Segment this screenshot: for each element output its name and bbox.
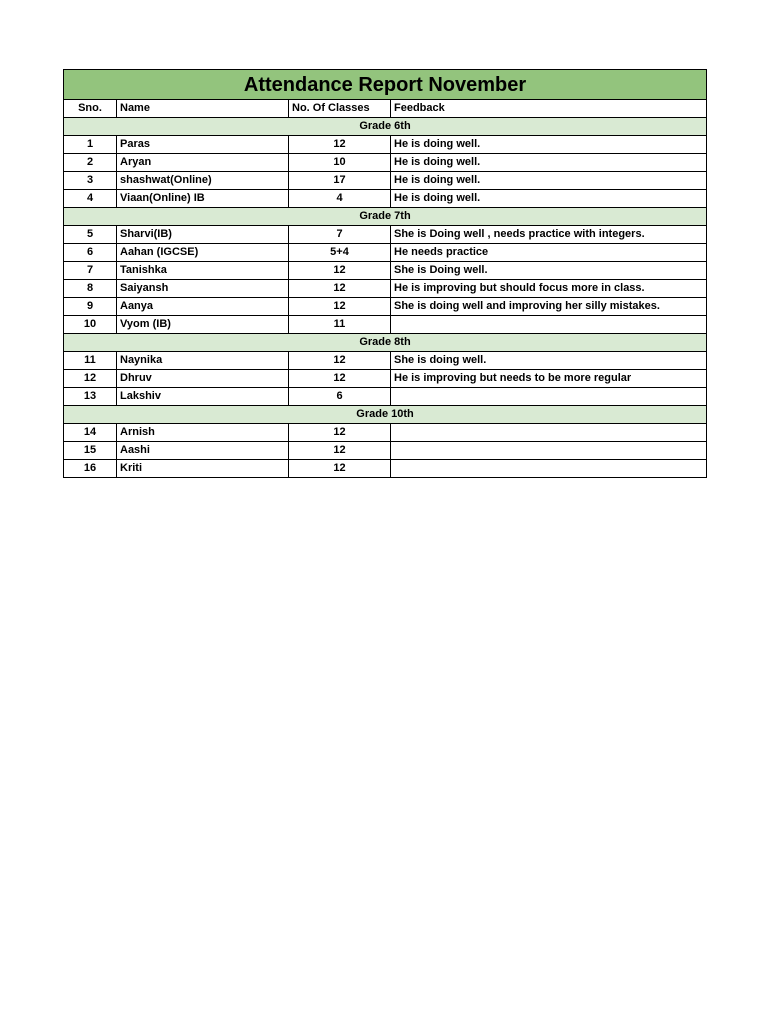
table-row [64, 424, 707, 442]
feedback-cell: He is doing well. [391, 136, 707, 154]
grade-heading: Grade 8th [64, 334, 707, 352]
table-row [64, 244, 707, 262]
classes-cell: 11 [289, 316, 391, 334]
table-row [64, 226, 707, 244]
name-cell: Aryan [117, 154, 289, 172]
name-cell: Tanishka [117, 262, 289, 280]
header-name: Name [117, 100, 289, 118]
name-cell: Kriti [117, 460, 289, 478]
sno-cell: 11 [64, 352, 117, 370]
name-cell: Viaan(Online) IB [117, 190, 289, 208]
table-row [64, 136, 707, 154]
header-row [64, 100, 707, 118]
classes-cell: 12 [289, 460, 391, 478]
name-cell: Aanya [117, 298, 289, 316]
grade-heading: Grade 10th [64, 406, 707, 424]
classes-cell: 7 [289, 226, 391, 244]
title-row [64, 70, 707, 100]
feedback-cell: She is Doing well , needs practice with integers. [391, 226, 707, 244]
table-row [64, 442, 707, 460]
classes-cell: 12 [289, 352, 391, 370]
name-cell: shashwat(Online) [117, 172, 289, 190]
attendance-report [63, 69, 706, 478]
feedback-cell: She is doing well and improving her silly mistakes. [391, 298, 707, 316]
sno-cell: 3 [64, 172, 117, 190]
name-cell: Sharvi(IB) [117, 226, 289, 244]
feedback-cell: He is improving but should focus more in class. [391, 280, 707, 298]
grade-row [64, 334, 707, 352]
grade-row [64, 406, 707, 424]
name-cell: Aashi [117, 442, 289, 460]
sno-cell: 2 [64, 154, 117, 172]
feedback-cell [391, 316, 707, 334]
table-row [64, 460, 707, 478]
feedback-cell: She is Doing well. [391, 262, 707, 280]
classes-cell: 6 [289, 388, 391, 406]
name-cell: Dhruv [117, 370, 289, 388]
sno-cell: 7 [64, 262, 117, 280]
classes-cell: 12 [289, 262, 391, 280]
classes-cell: 4 [289, 190, 391, 208]
feedback-cell: She is doing well. [391, 352, 707, 370]
table-row [64, 388, 707, 406]
sno-cell: 14 [64, 424, 117, 442]
name-cell: Saiyansh [117, 280, 289, 298]
header-sno: Sno. [64, 100, 117, 118]
classes-cell: 12 [289, 136, 391, 154]
table-row [64, 298, 707, 316]
header-feedback: Feedback [391, 100, 707, 118]
name-cell: Lakshiv [117, 388, 289, 406]
name-cell: Naynika [117, 352, 289, 370]
classes-cell: 12 [289, 280, 391, 298]
classes-cell: 12 [289, 442, 391, 460]
classes-cell: 12 [289, 370, 391, 388]
sno-cell: 15 [64, 442, 117, 460]
grade-heading: Grade 7th [64, 208, 707, 226]
sno-cell: 5 [64, 226, 117, 244]
sno-cell: 16 [64, 460, 117, 478]
table-row [64, 154, 707, 172]
sno-cell: 4 [64, 190, 117, 208]
table-row [64, 262, 707, 280]
name-cell: Paras [117, 136, 289, 154]
feedback-cell [391, 388, 707, 406]
classes-cell: 17 [289, 172, 391, 190]
name-cell: Arnish [117, 424, 289, 442]
table-row [64, 280, 707, 298]
table-row [64, 172, 707, 190]
grade-heading: Grade 6th [64, 118, 707, 136]
attendance-table [63, 69, 707, 478]
table-row [64, 352, 707, 370]
name-cell: Vyom (IB) [117, 316, 289, 334]
grade-row [64, 118, 707, 136]
sno-cell: 6 [64, 244, 117, 262]
report-title: Attendance Report November [64, 70, 707, 100]
table-row [64, 316, 707, 334]
sno-cell: 12 [64, 370, 117, 388]
classes-cell: 10 [289, 154, 391, 172]
classes-cell: 5+4 [289, 244, 391, 262]
feedback-cell: He is doing well. [391, 190, 707, 208]
table-row [64, 190, 707, 208]
sno-cell: 10 [64, 316, 117, 334]
sno-cell: 8 [64, 280, 117, 298]
feedback-cell: He needs practice [391, 244, 707, 262]
feedback-cell [391, 442, 707, 460]
feedback-cell: He is improving but needs to be more regular [391, 370, 707, 388]
sno-cell: 13 [64, 388, 117, 406]
classes-cell: 12 [289, 424, 391, 442]
table-row [64, 370, 707, 388]
feedback-cell: He is doing well. [391, 154, 707, 172]
sno-cell: 9 [64, 298, 117, 316]
attendance-table-body [64, 70, 707, 478]
grade-row [64, 208, 707, 226]
header-classes: No. Of Classes [289, 100, 391, 118]
feedback-cell: He is doing well. [391, 172, 707, 190]
feedback-cell [391, 424, 707, 442]
classes-cell: 12 [289, 298, 391, 316]
name-cell: Aahan (IGCSE) [117, 244, 289, 262]
feedback-cell [391, 460, 707, 478]
sno-cell: 1 [64, 136, 117, 154]
